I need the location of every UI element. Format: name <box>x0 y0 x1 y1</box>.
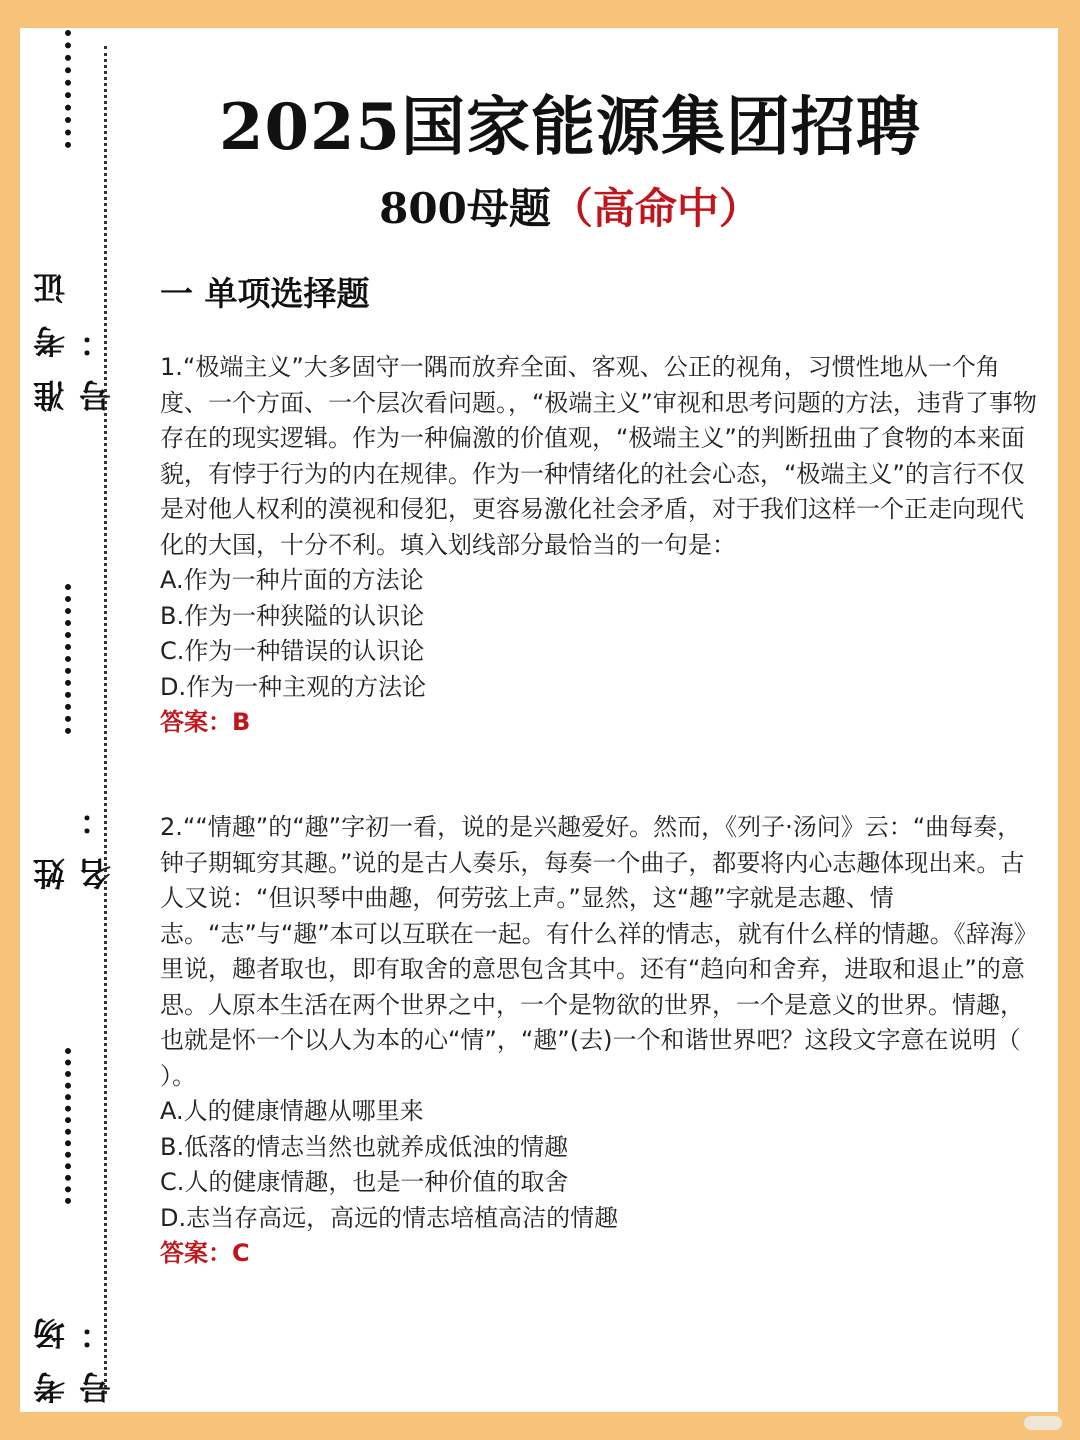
binding-dotted-line <box>104 46 107 1394</box>
name-label: 姓 名： <box>32 782 116 890</box>
option-c: C.人的健康情趣，也是一种价值的取舍 <box>160 1168 569 1196</box>
question-stem: 1.“极端主义”大多固守一隅而放弃全面、客观、公正的视角，习惯性地从一个角度、一个方面、一个层次看问题。，“极端主义”审视和思考问题的方法，违背了事物存在的现实逻辑。作为一种偏激的价值观，“极端主义”的判断扭曲了食物的本来面貌，有悖于行为的内在规律。作为一种情绪化的社会心态，“极端主义”的言行不仅是对他人权利的漠视和侵犯，更容易激化社会矛盾，对于我们这样一个正走向现代化的大国，十分不利。填入划线部分最恰当的一句是： <box>160 353 1037 559</box>
exam-id-dash-line <box>65 30 71 148</box>
name-dash-line <box>65 584 71 734</box>
answer: 答案：B <box>160 708 251 736</box>
option-a: A.作为一种片面的方法论 <box>160 566 424 594</box>
watermark-badge <box>1024 1416 1062 1430</box>
question-stem: 2.““情趣”的“趣”字初一看，说的是兴趣爱好。然而，《列子·汤问》云：“曲每奏，钟子期辄穷其趣。”说的是古人奏乐，每奏一个曲子，都要将内心志趣体现出来。古人又说：“但识琴中曲趣，何劳弦上声。”显然，这“趣”字就是志趣、情志。“志”与“趣”本可以互联在一起。有什么祥的情志，就有什么样的情趣。《辞海》里说，趣者取也，即有取舍的意思包含其中。还有“趋向和舍弃，进取和退止”的意思。人原本生活在两个世界之中，一个是物欲的世界，一个是意义的世界。情趣，也就是怀一个以人为本的心“情”，“趣”(去)一个和谐世界吧？这段文字意在说明（ ）。 <box>160 813 1038 1090</box>
option-a: A.人的健康情趣从哪里来 <box>160 1097 424 1125</box>
subtitle-main: 800母题 <box>379 184 551 233</box>
option-c: C.作为一种错误的认识论 <box>160 637 425 665</box>
exam-paper <box>20 28 1058 1412</box>
option-d: D.志当存高远，高远的情志培植高洁的情趣 <box>160 1203 619 1232</box>
section-heading: 一 单项选择题 <box>160 274 370 313</box>
option-b: B.作为一种狭隘的认识论 <box>160 601 425 630</box>
question-1 <box>160 350 1040 741</box>
exam-room-dash-line <box>65 1048 71 1204</box>
exam-id-label: 准考证号： <box>32 250 116 412</box>
option-d: D.作为一种主观的方法论 <box>160 672 427 701</box>
page-subtitle <box>120 176 1020 236</box>
question-2 <box>160 810 1040 1272</box>
answer: 答案：C <box>160 1239 250 1267</box>
binding-margin <box>20 28 116 1412</box>
subtitle-highlight: （高命中） <box>550 184 761 233</box>
exam-room-label: 考场号： <box>32 1296 116 1404</box>
page-title: 2025国家能源集团招聘 <box>218 90 922 165</box>
option-b: B.低落的情志当然也就养成低浊的情趣 <box>160 1132 569 1161</box>
